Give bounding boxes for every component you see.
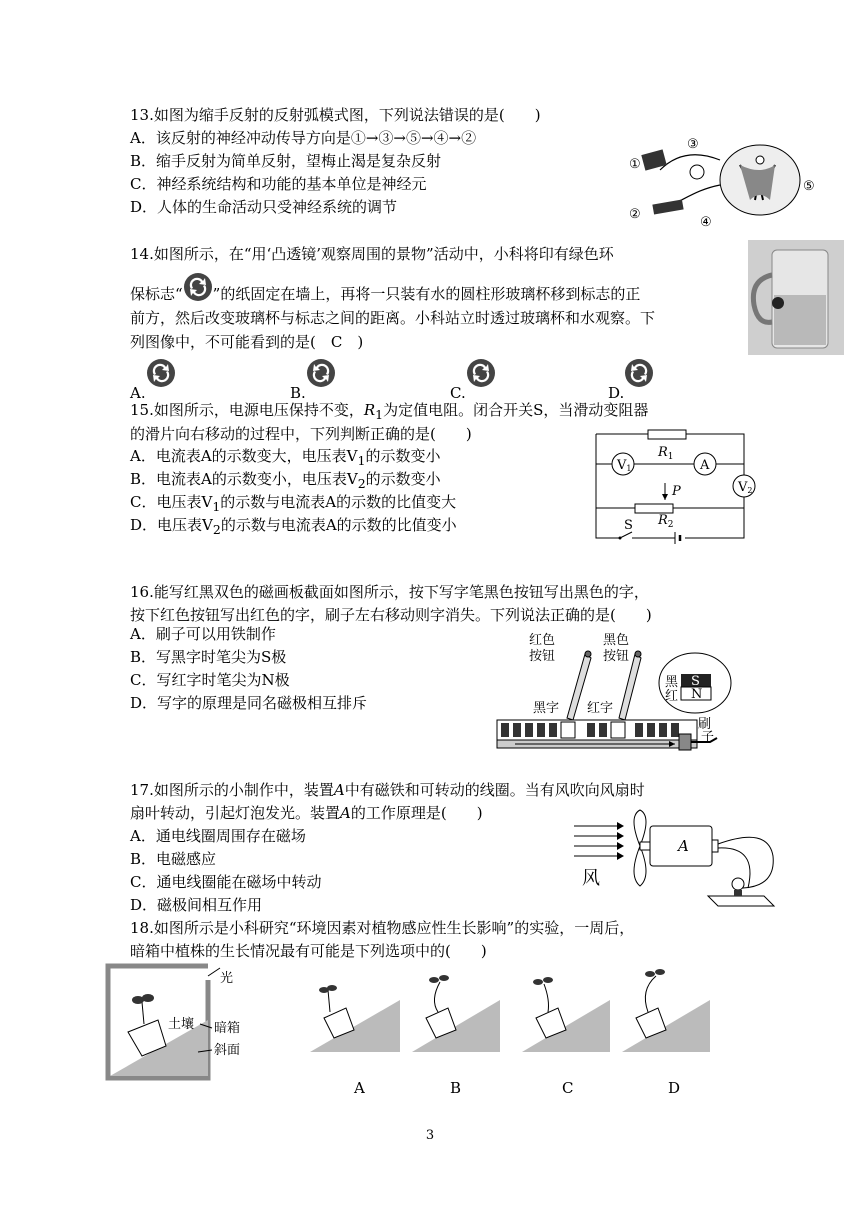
circuit-slider-label: P	[672, 484, 681, 499]
reflex-label-2: ②	[629, 207, 641, 222]
circuit-v2-label: V	[738, 480, 748, 495]
q16-line2: 按下红色按钮写出红色的字，刷子左右移动则字消失。下列说法正确的是( )	[130, 606, 652, 624]
q15-option-b: B．电流表A的示数变小，电压表$V_2$的示数变小	[130, 470, 441, 491]
q13-option-a: A．该反射的神经冲动传导方向是①→③→⑤→④→②	[130, 129, 477, 147]
box-label: 暗箱	[214, 1021, 241, 1036]
circuit-ammeter-label: A	[700, 458, 710, 473]
q14-choice-d: D.	[608, 358, 654, 392]
q16-option-c: C．写红字时笔尖为N极	[130, 671, 290, 689]
plant-option-b	[412, 975, 500, 1097]
magnetic-board-figure	[495, 628, 745, 758]
recycle-option-a-icon	[146, 358, 176, 388]
reflex-label-3: ③	[687, 137, 699, 152]
choice-d-label: D	[668, 1079, 681, 1097]
red-button-label-2: 按钮	[529, 649, 556, 664]
q18-line2: 暗箱中植株的生长情况最有可能是下列选项中的( )	[130, 942, 487, 960]
circuit-r1-sub: 1	[667, 452, 674, 462]
q14-choice-a: A.	[130, 358, 176, 392]
q18-line1: 18.如图所示是小科研究“环境因素对植物感应性生长影响”的实验，一周后，	[130, 919, 635, 937]
q16-option-d: D．写字的原理是同名磁极相互排斥	[130, 694, 368, 712]
circuit-r2-sub: 2	[667, 520, 674, 530]
recycle-logo-icon	[183, 272, 213, 302]
q17-option-b: B．电磁感应	[130, 850, 217, 868]
q14-choice-c: C.	[450, 358, 496, 392]
page-number: 3	[425, 1128, 435, 1143]
choice-b-label: B	[450, 1079, 462, 1097]
dark-box-experiment-figure	[104, 960, 254, 1085]
black-char-label: 黑字	[533, 701, 560, 716]
recycle-option-d-icon	[624, 358, 654, 388]
circuit-r1-label: R	[658, 445, 668, 460]
recycle-option-b-icon	[306, 358, 336, 388]
reflex-label-5: ⑤	[803, 179, 815, 194]
circuit-diagram	[590, 428, 760, 543]
circuit-v2-sub: 2	[747, 486, 753, 495]
slope-label: 斜面	[214, 1043, 241, 1058]
q14-choice-b: B.	[290, 358, 336, 392]
svg-text:R2	[657, 513, 674, 530]
q15-line2: 的滑片向右移动的过程中，下列判断正确的是( )	[130, 425, 472, 443]
brush-label-1: 刷	[698, 717, 712, 732]
black-button-label-2: 按钮	[603, 649, 630, 664]
q13-option-d: D．人体的生命活动只受神经系统的调节	[130, 198, 398, 216]
circuit-v1-label: V	[617, 458, 627, 473]
black-button-label-1: 黑色	[603, 633, 630, 648]
device-a-label: A	[678, 837, 689, 855]
magnet-n-label: N	[691, 687, 703, 702]
glass-cup-photo	[748, 240, 844, 355]
q16-option-b: B．写黑字时笔尖为S极	[130, 648, 287, 666]
red-button-label-1: 红色	[529, 633, 556, 648]
q16-line1: 16.能写红黑双色的磁画板截面如图所示，按下写字笔黑色按钮写出黑色的字，	[130, 583, 649, 601]
light-label: 光	[220, 971, 234, 986]
wind-label: 风	[582, 868, 600, 889]
q17-line2: 扇叶转动，引起灯泡发光。装置A的工作原理是( )	[130, 804, 483, 822]
magnet-black-label: 黑	[665, 675, 679, 690]
q15-option-d: D．电压表$V_2$的示数与电流表A的示数的比值变小	[130, 516, 457, 537]
q14-line3: 前方，然后改变玻璃杯与标志之间的距离。小科站立时透过玻璃杯和水观察。下	[130, 309, 656, 327]
q15-option-a: A．电流表A的示数变大，电压表$V_1$的示数变小	[130, 447, 441, 468]
q13-option-b: B．缩手反射为简单反射，望梅止渴是复杂反射	[130, 152, 442, 170]
q14-line2: 保标志“ ”的纸固定在墙上，再将一只装有水的圆柱形玻璃杯移到标志的正	[130, 280, 640, 310]
recycle-option-c-icon	[466, 358, 496, 388]
plant-option-c	[522, 977, 610, 1097]
q17-option-d: D．磁极间相互作用	[130, 896, 263, 914]
q13-stem: 13.如图为缩手反射的反射弧模式图，下列说法错误的是( )	[130, 106, 541, 124]
magnet-s-label: S	[691, 674, 700, 689]
magnet-red-label: 红	[665, 689, 679, 704]
circuit-switch-label: S	[624, 518, 633, 533]
q14-line4: 列图像中，不可能看到的是( C )	[130, 333, 364, 351]
choice-a-label: A	[354, 1079, 365, 1097]
circuit-r2-label: R	[658, 513, 668, 528]
plant-option-d	[622, 969, 710, 1097]
q13-option-c: C．神经系统结构和功能的基本单位是神经元	[130, 175, 427, 193]
q17-line1: 17.如图所示的小制作中，装置A中有磁铁和可转动的线圈。当有风吹向风扇时	[130, 781, 645, 799]
reflex-label-4: ④	[700, 215, 712, 230]
plant-option-a	[310, 985, 400, 1097]
q14-line1: 14.如图所示，在“用‘凸透镜’观察周围的景物”活动中，小科将印有绿色环	[130, 245, 614, 263]
q15-line1: 15.如图所示，电源电压保持不变，$R_1$为定值电阻。闭合开关S，当滑动变阻器	[130, 401, 649, 422]
q17-option-c: C．通电线圈能在磁场中转动	[130, 873, 322, 891]
reflex-arc-figure	[625, 130, 825, 230]
q16-option-a: A．刷子可以用铁制作	[130, 625, 276, 643]
reflex-label-1: ①	[629, 157, 641, 172]
red-char-label: 红字	[587, 701, 614, 716]
plant-options-figure	[300, 960, 710, 1100]
circuit-v1-sub: 1	[626, 464, 632, 473]
choice-c-label: C	[562, 1079, 574, 1097]
soil-label: 土壤	[168, 1017, 195, 1032]
brush-label-2: 子	[701, 730, 715, 745]
svg-text:R1	[657, 445, 674, 462]
wind-generator-figure	[568, 806, 778, 916]
q17-option-a: A．通电线圈周围存在磁场	[130, 827, 306, 845]
q15-option-c: C．电压表$V_1$的示数与电流表A的示数的比值变大	[130, 493, 457, 514]
